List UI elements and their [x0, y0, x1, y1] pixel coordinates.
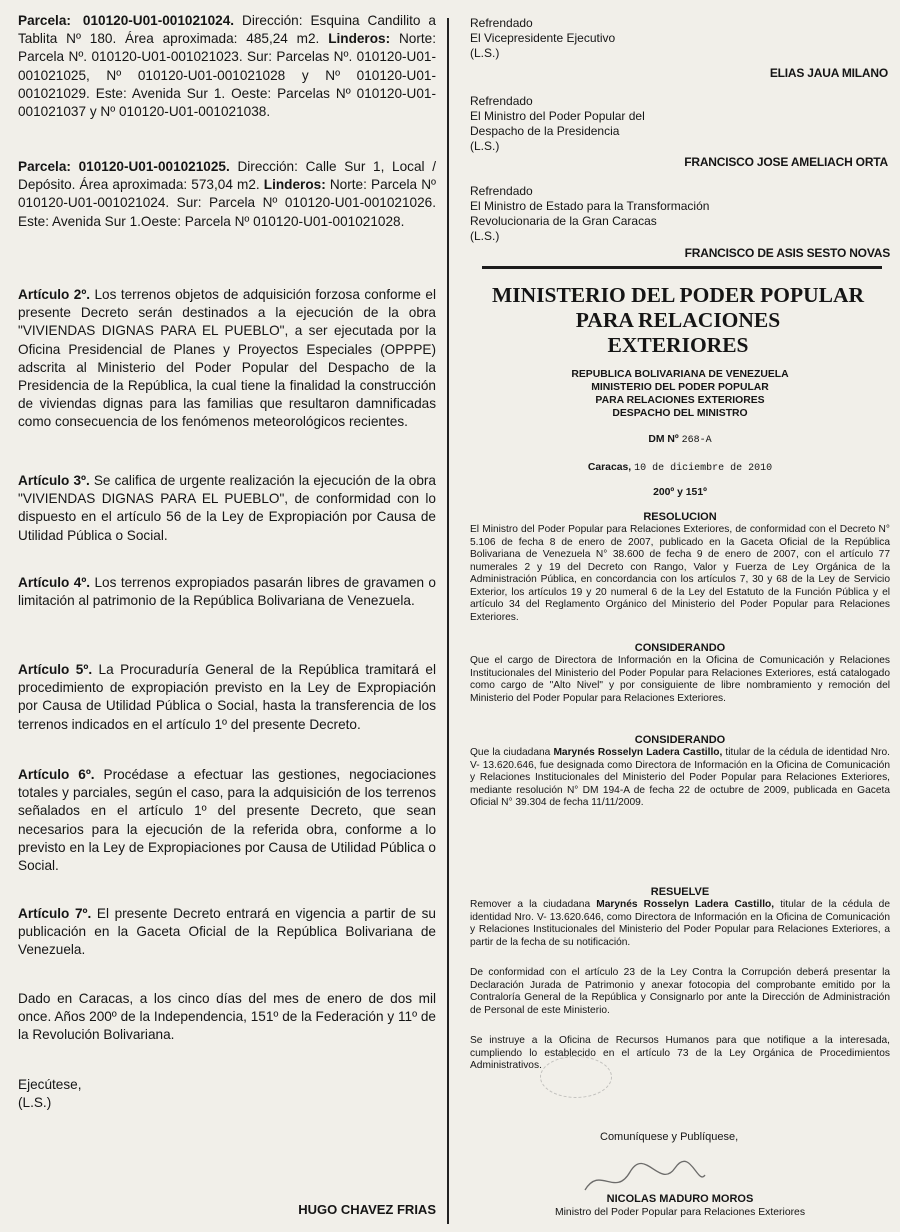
seal-stamp-icon	[540, 1056, 612, 1098]
resuelve-pre: Remover a la ciudadana	[470, 899, 591, 910]
refrendado-3-cargo: El Ministro de Estado para la Transformación Revolucionaria de la Gran Caracas	[470, 199, 710, 228]
left-ls: (L.S.)	[18, 1095, 52, 1110]
articulo-6-text: Procédase a efectuar las gestiones, negociaciones totales y parciales, según el caso, para la adquisición de los terrenos señalados en el artículo 1º del presente Decreto, que sean necesarios para la ejecución de la referida obra, conforme a lo previsto en la Ley de Expropiaciones por Causa de Utilidad Pública o Social.	[18, 767, 437, 874]
parcela-2-linderos-text: Norte: Parcela Nº 010120-U01-001021024. Sur: Parcela Nº 010120-U01-001021026. Este: Avenida Sur 1.Oeste: Parcela Nº 010120-U01-001021028.	[18, 177, 436, 229]
articulo-3-label: Artículo 3º.	[18, 473, 90, 488]
articulo-5-label: Artículo 5º.	[18, 662, 93, 677]
ministerio-title-line-2: PARA RELACIONES	[575, 307, 781, 332]
articulo-2-text: Los terrenos objetos de adquisición forzosa conforme el presente Decreto serán destinados a la ejecución de la obra "VIVIENDAS DIGNAS PARA EL PUEBLO", a ser ejecutada por la Oficina Presidencial de Planes y Proyectos Especiales (OPPPE) adscrita al Ministerio del Poder Popular del Despacho de la Presidencia de la República, la cual tiene la finalidad la construcción de viviendas dignas para las familias que resultaron damnificadas como consecuencia de los fenómenos meteorológicos recientes.	[18, 287, 436, 430]
column-divider	[447, 18, 449, 1224]
refrendado-1	[470, 16, 890, 61]
anios: 200º y 151º	[653, 487, 707, 498]
parcela-1-text: Dirección: Esquina Candilito a Tablita Nº 180. Área aproximada: 485,24 m2.	[18, 13, 436, 47]
instruye-text: Se instruye a la Oficina de Recursos Humanos para que notifique a la interesada, cumpliendo lo establecido en el artículo 73 de la Ley Orgánica de Procedimientos Administrativos.	[470, 1035, 890, 1072]
parcela-2-label: Parcela:	[18, 159, 71, 174]
refrendado-1-nombre: ELIAS JAUA MILANO	[769, 66, 888, 80]
considerando-1-text: Que el cargo de Directora de Información en la Oficina de Comunicación y Relaciones Institucionales del Ministerio del Poder Popular para Relaciones Exteriores, está catalogado como cargo de "Alto Nivel" y por consiguiente de libre nombramiento y remoción del Ministerio del Poder Popular para Relaciones Exteriores.	[470, 655, 890, 704]
ejecutese: Ejecútese,	[18, 1077, 82, 1092]
articulo-7-label: Artículo 7º.	[18, 906, 92, 921]
considerando-1-title: CONSIDERANDO	[634, 642, 726, 654]
resuelve-name: Marynés Rosselyn Ladera Castillo,	[596, 899, 775, 910]
parcela-1-linderos-label: Linderos:	[328, 31, 391, 47]
refrendado-2-label: Refrendado	[470, 94, 533, 108]
articulo-3-text: Se califica de urgente realización la ejecución de la obra "VIVIENDAS DIGNAS PARA EL PUEBLO", de conformidad con lo dispuesto en el artículo 56 de la Ley de Expropiación por Causa de Utilidad Pública o Social.	[18, 473, 436, 543]
articulo-5	[18, 661, 436, 734]
refrendado-1-ls: (L.S.)	[470, 46, 500, 60]
refrendado-2-nombre: FRANCISCO JOSE AMELIACH ORTA	[684, 155, 888, 169]
parcela-1-paragraph	[18, 12, 436, 121]
header-line-3: PARA RELACIONES EXTERIORES	[595, 395, 765, 406]
conformidad-text: De conformidad con el artículo 23 de la Ley Contra la Corrupción deberá presentar la Declaración Jurada de Patrimonio y anexar fotocopia del comprobante emitido por la Contraloría General de la República y Consignarlo por ante la Dirección de Administración de Personal de este Ministerio.	[470, 967, 890, 1016]
parcela-2-paragraph	[18, 158, 436, 231]
considerando-2-paragraph	[470, 747, 890, 810]
header-line-2: MINISTERIO DEL PODER POPULAR	[591, 382, 769, 393]
right-column	[470, 0, 890, 1232]
resuelve-text: titular de la cédula de identidad Nro. V- 13.620.646, como Directora de Información en la Oficina de Comunicación y Relaciones Institucionales del Ministerio del Poder Popular para Relaciones Exteriores, a partir de la fecha de su notificación.	[470, 899, 890, 948]
refrendado-1-cargo: El Vicepresidente Ejecutivo	[470, 31, 616, 45]
parcela-2-code: 010120-U01-001021025.	[78, 159, 230, 174]
dm-label: DM Nº	[648, 434, 679, 445]
articulo-6	[18, 766, 436, 875]
refrendado-3-nombre: FRANCISCO DE ASIS SESTO NOVAS	[684, 246, 890, 260]
refrendado-2-ls: (L.S.)	[470, 139, 500, 153]
dm-number	[470, 434, 890, 446]
refrendado-3	[470, 184, 720, 244]
dado-en-caracas: Dado en Caracas, a los cinco días del mes de enero de dos mil once. Años 200º de la Independencia, 151º de la Federación y 11º de la Revolución Bolivariana.	[18, 991, 436, 1043]
ministerio-rule-top	[482, 266, 882, 269]
articulo-2	[18, 286, 436, 432]
parcela-1-code: 010120-U01-001021024.	[82, 13, 235, 28]
articulo-4-text: Los terrenos expropiados pasarán libres de gravamen o limitación al patrimonio de la República Bolivariana de Venezuela.	[18, 575, 436, 609]
considerando-2-text: titular de la cédula de identidad Nro. V- 13.620.646, fue designada como Directora de Información en la Oficina de Comunicación y Relaciones Institucionales del Ministerio del Poder Popular para Relaciones Exteriores, mediante resolución N° DM 194-A de fecha 22 de octubre de 2009, publicada en Gaceta Oficial N° 39.304 de fecha 11/11/2009.	[470, 747, 890, 809]
fecha-value: 10 de diciembre de 2010	[634, 463, 773, 474]
articulo-5-text: La Procuraduría General de la República tramitará el procedimiento de expropiación previsto en la Ley de Expropiación por Causa de Utilidad Pública o Social, hasta la transferencia de los terrenos indicados en el artículo 1º del presente Decreto.	[18, 662, 436, 732]
considerando-2-name: Marynés Rosselyn Ladera Castillo,	[553, 747, 723, 758]
ministerio-title	[480, 283, 876, 358]
ministerio-title-line-3: EXTERIORES	[607, 332, 749, 357]
dm-value: 268-A	[681, 435, 712, 446]
firma-ministro-nombre: NICOLAS MADURO MOROS	[606, 1193, 754, 1205]
header-line-4: DESPACHO DEL MINISTRO	[612, 408, 748, 419]
resolucion-title: RESOLUCION	[643, 511, 717, 523]
parcela-2-linderos-label: Linderos:	[263, 177, 326, 193]
articulo-2-label: Artículo 2º.	[18, 287, 91, 302]
parcela-2-text: Dirección: Calle Sur 1, Local / Depósito. Área aproximada: 573,04 m2.	[18, 159, 437, 193]
header-line-1: REPUBLICA BOLIVARIANA DE VENEZUELA	[571, 369, 789, 380]
articulo-7	[18, 905, 436, 960]
refrendado-2	[470, 94, 660, 154]
fecha-line	[470, 462, 890, 474]
resuelve-title: RESUELVE	[650, 886, 710, 898]
ministerio-title-line-1: MINISTERIO DEL PODER POPULAR	[491, 283, 865, 307]
parcela-1-linderos-text: Norte: Parcela Nº. 010120-U01-001021023. Sur: Parcelas Nº. 010120-U01-001021025, Nº 010120-U01-001021028 y Nº 010120-U01-001021029. Este: Avenida Sur 1. Oeste: Parcelas Nº 010120-U01-001021037 y Nº 010120-U01-001021038.	[18, 31, 436, 120]
considerando-2-title: CONSIDERANDO	[634, 734, 726, 746]
articulo-3	[18, 472, 436, 545]
document-header	[470, 368, 890, 420]
comuniquese: Comuníquese y Publíquese,	[600, 1131, 739, 1143]
articulo-6-label: Artículo 6º.	[18, 767, 95, 782]
refrendado-1-label: Refrendado	[470, 16, 533, 30]
firma-ministro-cargo: Ministro del Poder Popular para Relaciones Exteriores	[554, 1207, 806, 1218]
firma-presidente: HUGO CHAVEZ FRIAS	[298, 1202, 436, 1217]
parcela-1-label: Parcela:	[18, 13, 71, 28]
considerando-2-pre: Que la ciudadana	[470, 747, 551, 758]
caracas-label: Caracas,	[587, 462, 632, 473]
refrendado-3-label: Refrendado	[470, 184, 533, 198]
left-column	[18, 0, 436, 1232]
resolucion-text: El Ministro del Poder Popular para Relaciones Exteriores, de conformidad con el Decreto N° 5.106 de fecha 8 de enero de 2007, publicado en la Gaceta Oficial de la República Bolivariana de Venezuela N° 38.600 de fecha 9 de enero de 2007, con el artículo 77 numerales 2 y 19 del Decreto con Rango, Valor y Fuerza de Ley Orgánica de la Administración Pública, en concordancia con los artículos 7, 30 y 68 de la Ley de Servicio Exterior, los artículos 19 y 20 numeral 6 de la Ley del Estatuto de la Función Pública y el artículo 34 del Reglamento Orgánico del Ministerio del Poder Popular para Relaciones Exteriores.	[470, 524, 890, 623]
refrendado-2-cargo: El Ministro del Poder Popular del Despacho de la Presidencia	[470, 109, 645, 138]
articulo-4	[18, 574, 436, 610]
articulo-7-text: El presente Decreto entrará en vigencia a partir de su publicación en la Gaceta Oficial de la República Bolivariana de Venezuela.	[18, 906, 436, 958]
resuelve-paragraph	[470, 899, 890, 949]
articulo-4-label: Artículo 4º.	[18, 575, 91, 590]
refrendado-3-ls: (L.S.)	[470, 229, 500, 243]
